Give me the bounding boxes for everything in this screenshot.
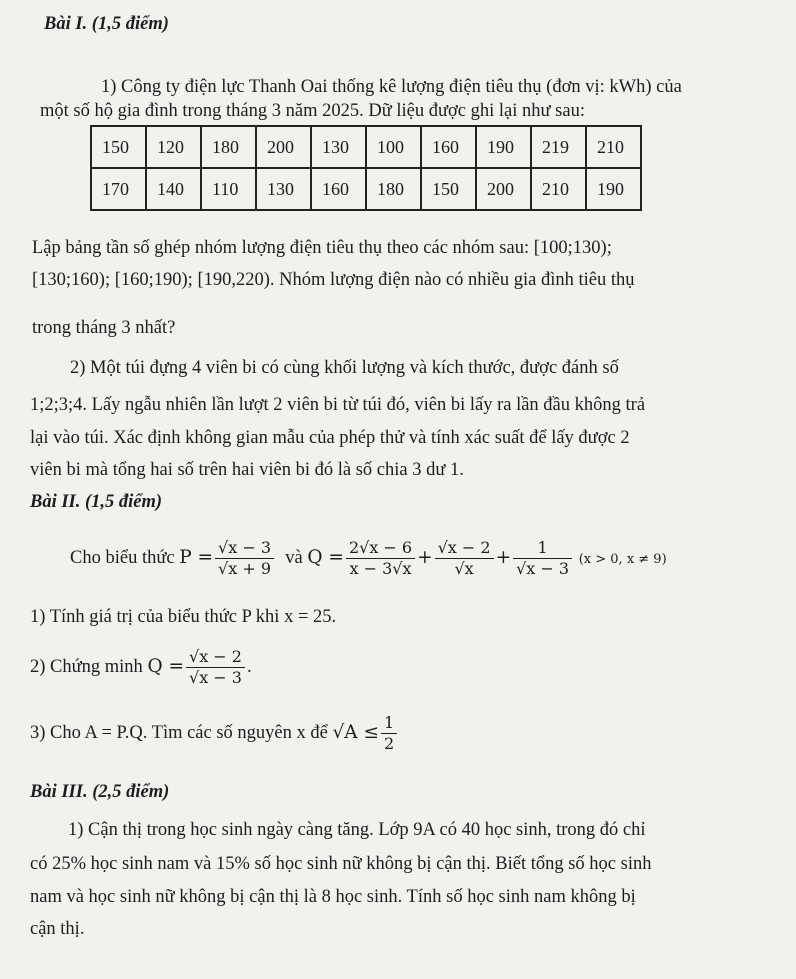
p-denominator: √x + 9 — [218, 559, 272, 579]
bai1-p2-line3: lại vào túi. Xác định không gian mẫu của phép thử và tính xác suất để lấy được 2 — [30, 428, 630, 448]
table-row — [91, 126, 641, 168]
q-term1-denominator: x − 3√x — [349, 559, 412, 579]
table-cell: 110 — [201, 168, 256, 210]
table-cell: 190 — [476, 126, 531, 168]
bai1-p1-line4: [130;160); [160;190); [190,220). Nhóm lượng điện nào có nhiều gia đình tiêu thụ — [32, 270, 635, 290]
bai1-p1-line1: 1) Công ty điện lực Thanh Oai thống kê lượng điện tiêu thụ (đơn vị: kWh) của — [101, 77, 682, 97]
bai3-line2: có 25% học sinh nam và 15% số học sinh nữ không bị cận thị. Biết tổng số học sinh — [30, 854, 652, 874]
bai2-q3 — [30, 703, 399, 763]
bai1-p1-line5: trong tháng 3 nhất? — [32, 318, 176, 338]
q-term2-numerator: √x − 2 — [435, 538, 494, 559]
table-cell: 180 — [366, 168, 421, 210]
q2-denominator: √x − 3 — [189, 668, 242, 688]
domain-condition: (x > 0, x ≠ 9) — [578, 552, 667, 567]
table-cell: 130 — [256, 168, 311, 210]
bai3-line4: cận thị. — [30, 919, 85, 939]
table-cell: 130 — [311, 126, 366, 168]
q2-numerator: √x − 2 — [186, 647, 245, 668]
heading-bai-3: Bài III. (2,5 điểm) — [30, 782, 170, 802]
intro-text: Cho biểu thức — [70, 548, 175, 568]
table-cell: 210 — [586, 126, 641, 168]
q-term2-fraction — [435, 538, 494, 579]
q-term3-numerator: 1 — [513, 538, 572, 559]
bai1-p2-line2: 1;2;3;4. Lấy ngẫu nhiên lần lượt 2 viên bi từ túi đó, viên bi lấy ra lần đầu không trả — [30, 395, 646, 415]
table-cell: 190 — [586, 168, 641, 210]
table-cell: 160 — [421, 126, 476, 168]
table-cell: 150 — [421, 168, 476, 210]
heading-bai-1: Bài I. (1,5 điểm) — [44, 14, 169, 34]
and-text: và — [285, 548, 303, 568]
table-cell: 200 — [256, 126, 311, 168]
bai1-p1-line2: một số hộ gia đình trong tháng 3 năm 2025. Dữ liệu được ghi lại như sau: — [40, 101, 585, 121]
q-term3-denominator: √x − 3 — [516, 559, 570, 579]
q-term1-fraction — [346, 538, 415, 579]
table-cell: 150 — [91, 126, 146, 168]
q3-fraction — [381, 713, 397, 754]
bai2-q1: 1) Tính giá trị của biểu thức P khi x = 25. — [30, 607, 337, 627]
table-cell: 100 — [366, 126, 421, 168]
q3-expression: √A ≤ — [332, 722, 380, 743]
table-cell: 210 — [531, 168, 586, 210]
q-label: Q = — [307, 547, 344, 568]
bai2-q2 — [30, 637, 252, 697]
q3-numerator: 1 — [381, 713, 397, 734]
q3-prefix: 3) Cho A = P.Q. Tìm các số nguyên x để — [30, 723, 328, 743]
bai3-line3: nam và học sinh nữ không bị cận thị là 8 học sinh. Tính số học sinh nam không bị — [30, 887, 636, 907]
table-row — [91, 168, 641, 210]
plus-sign: + — [417, 547, 433, 568]
table-cell: 140 — [146, 168, 201, 210]
expression-definition-line — [70, 528, 667, 590]
heading-bai-2: Bài II. (1,5 điểm) — [30, 492, 163, 512]
table-cell: 200 — [476, 168, 531, 210]
table-cell: 219 — [531, 126, 586, 168]
p-label: P = — [179, 547, 214, 568]
table-cell: 160 — [311, 168, 366, 210]
table-cell: 180 — [201, 126, 256, 168]
electricity-data-table — [90, 125, 642, 211]
q2-prefix: 2) Chứng minh — [30, 657, 143, 677]
p-fraction — [215, 538, 274, 579]
q2-label: Q = — [147, 656, 184, 677]
table-cell: 120 — [146, 126, 201, 168]
bai1-p2-line4: viên bi mà tổng hai số trên hai viên bi đó là số chia 3 dư 1. — [30, 460, 464, 480]
q-term2-denominator: √x — [454, 559, 474, 579]
bai1-p2-line1: 2) Một túi đựng 4 viên bi có cùng khối lượng và kích thước, được đánh số — [70, 358, 619, 378]
q-term3-fraction — [513, 538, 572, 579]
bai1-p1-line3: Lập bảng tần số ghép nhóm lượng điện tiêu thụ theo các nhóm sau: [100;130); — [32, 238, 612, 258]
q3-denominator: 2 — [384, 734, 395, 754]
table-cell: 170 — [91, 168, 146, 210]
p-numerator: √x − 3 — [215, 538, 274, 559]
q2-end: . — [246, 657, 252, 677]
q2-fraction — [186, 647, 245, 688]
plus-sign: + — [495, 547, 512, 568]
bai3-line1: 1) Cận thị trong học sinh ngày càng tăng. Lớp 9A có 40 học sinh, trong đó chỉ — [68, 820, 646, 840]
q-term1-numerator: 2√x − 6 — [346, 538, 415, 559]
